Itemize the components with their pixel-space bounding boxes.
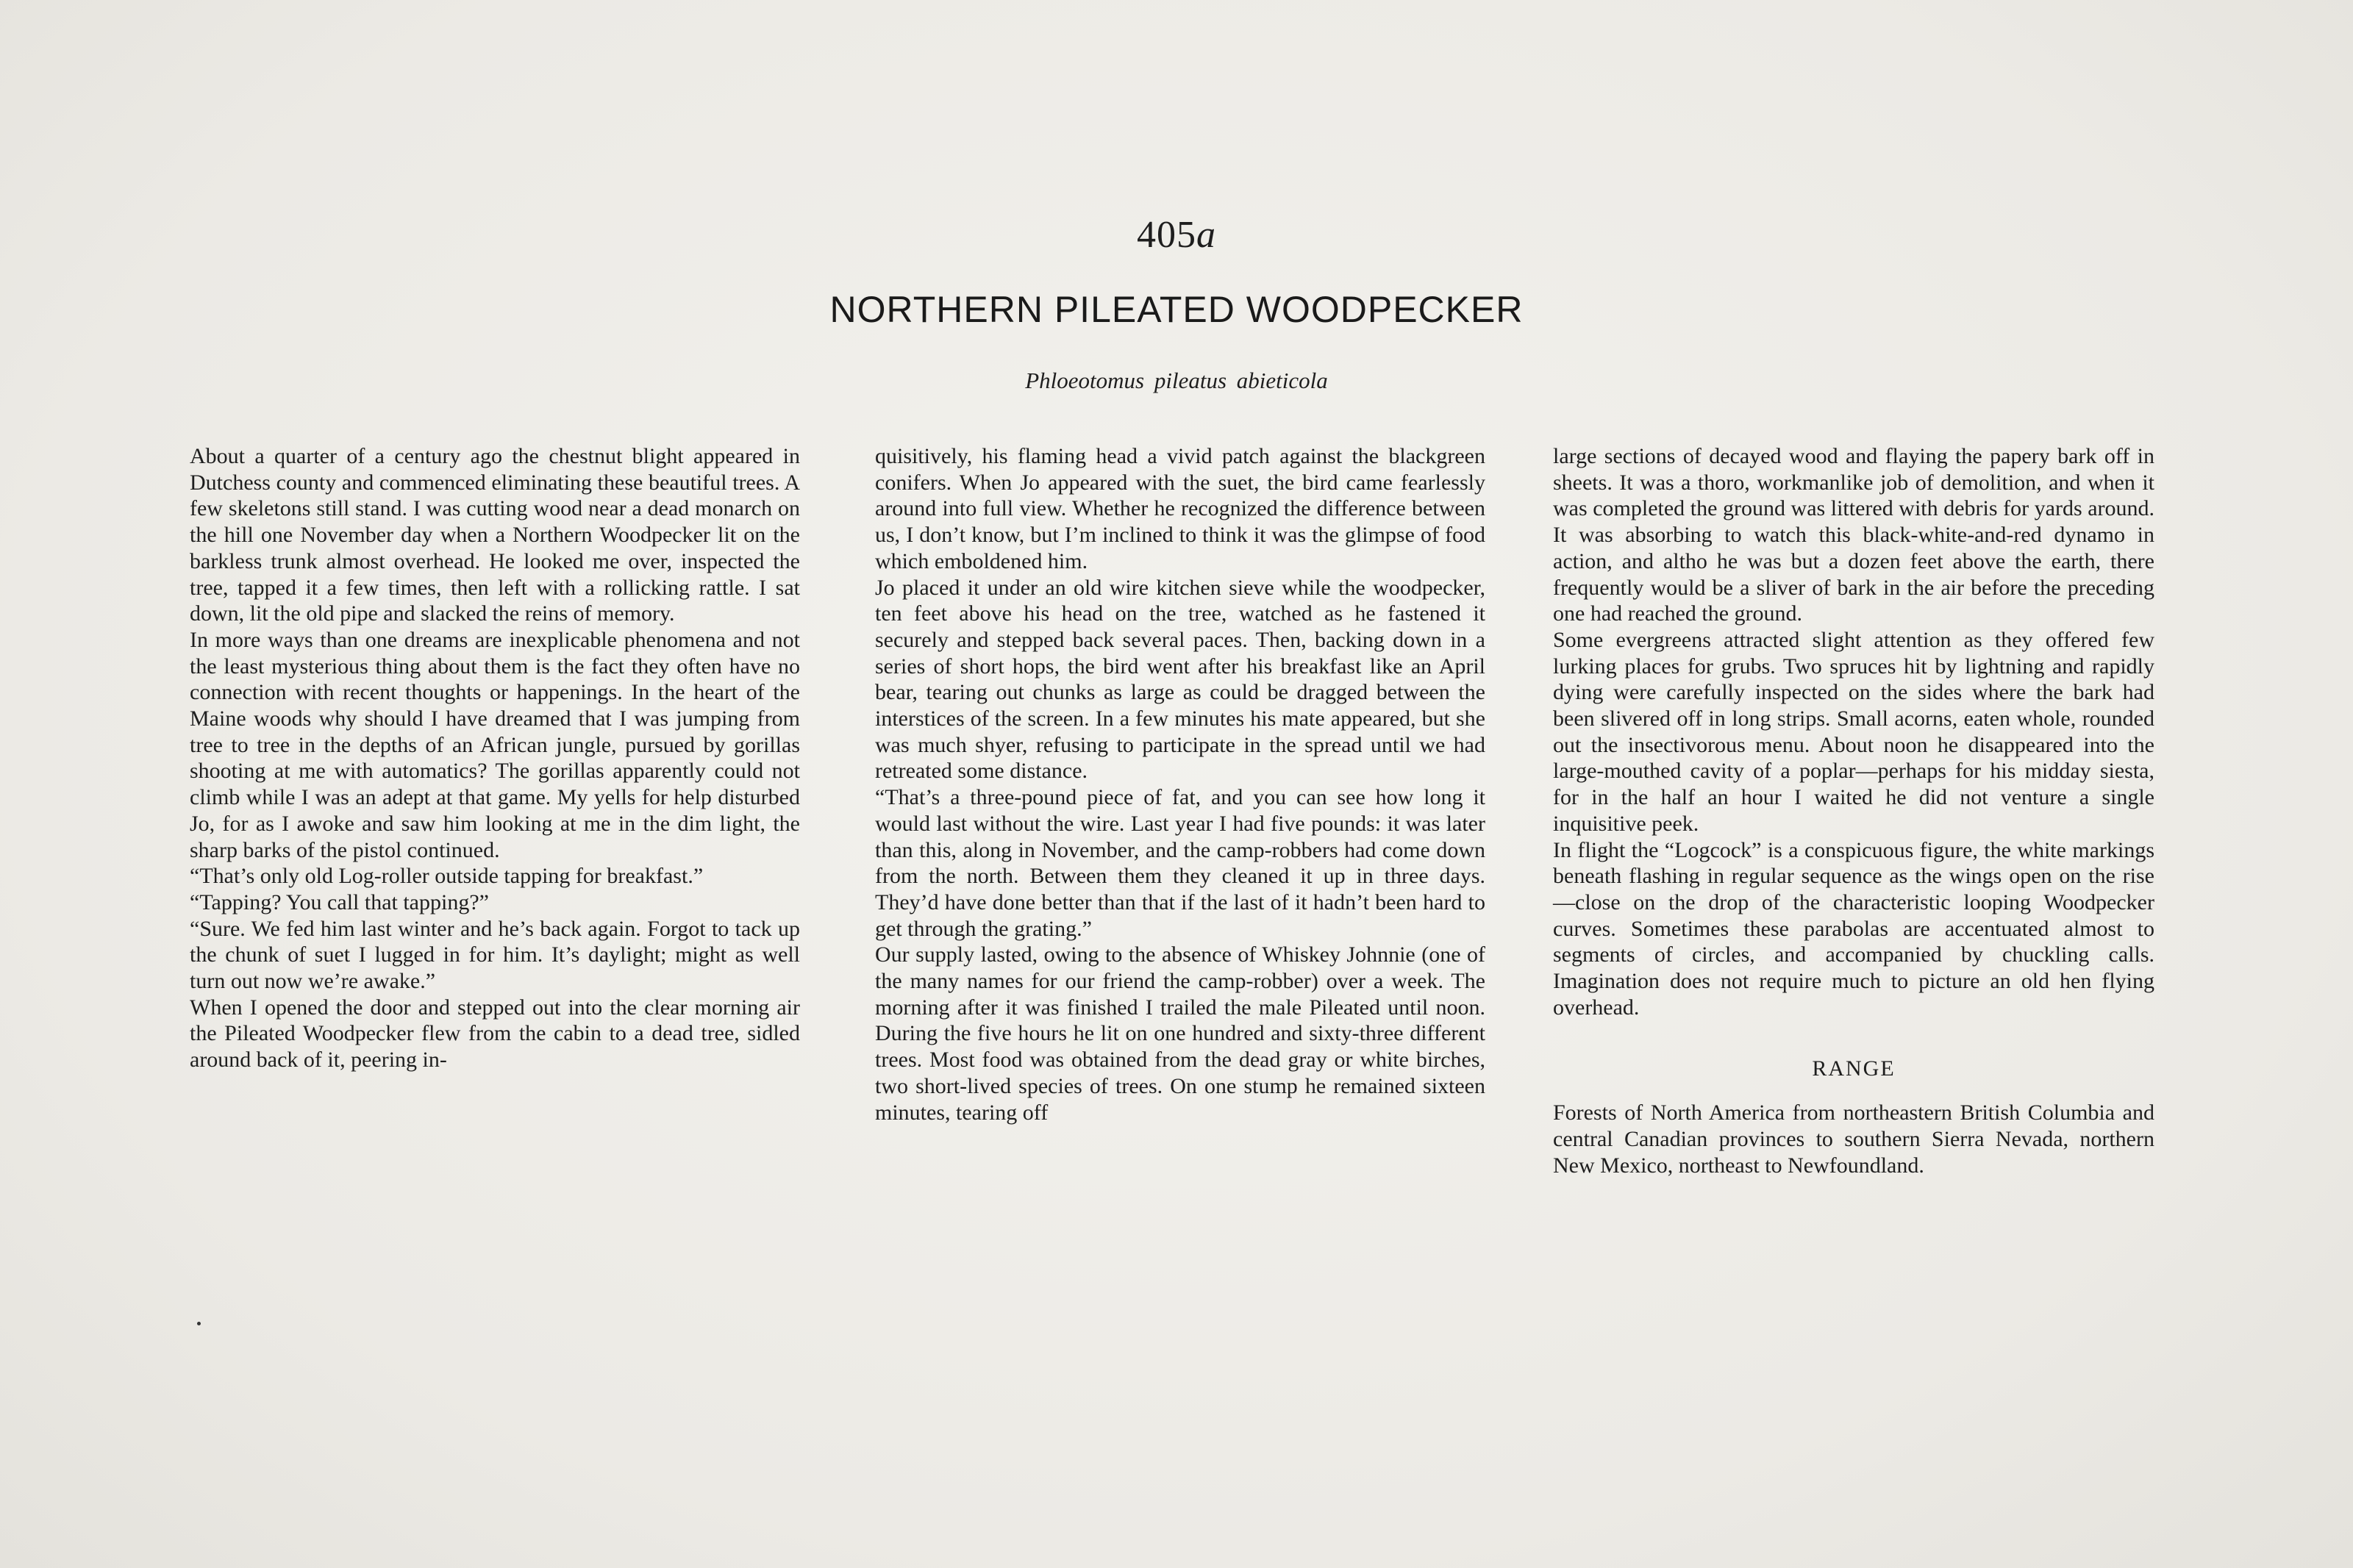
page-title: NORTHERN PILEATED WOODPECKER (829, 289, 1524, 330)
text-column-2 (875, 443, 1485, 1125)
paragraph: large sections of decayed wood and flaying the papery bark off in sheets. It was a thoro, workmanlike job of demolition, and when it was completed the ground was littered with debris for yards around. It was absorbing to watch this black-white-and-red dynamo in action, and altho he was but a dozen feet above the earth, there frequently would be a sliver of bark in the air before the preceding one had reached the ground. (1553, 444, 2154, 626)
paragraph: “Sure. We fed him last winter and he’s back again. Forgot to tack up the chunk of suet I lugged in for him. It’s daylight; might as well turn out now we’re awake.” (190, 916, 800, 994)
plate-number (0, 213, 2353, 257)
text-column-3 (1553, 443, 2154, 1178)
text-column-1 (190, 443, 800, 1073)
range-text: Forests of North America from northeastern British Columbia and central Canadian provinces to southern Sierra Nevada, northern New Mexico, northeast to Newfoundland. (1553, 1100, 2154, 1178)
paragraph: In more ways than one dreams are inexplicable phenomena and not the least mysterious thing about them is the fact they often have no connection with recent thoughts or happenings. In the heart of the Maine woods why should I have dreamed that I was jumping from tree to tree in the depths of an African jungle, pursued by gorillas shooting at me with automatics? The gorillas apparently could not climb while I was an adept at that game. My yells for help disturbed Jo, for as I awoke and saw him looking at me in the dim light, the sharp barks of the pistol continued. (190, 627, 800, 862)
paragraph: About a quarter of a century ago the chestnut blight appeared in Dutchess county and commenced eliminating these beautiful trees. A few skeletons still stand. I was cutting wood near a dead monarch on the hill one November day when a Northern Woodpecker lit on the barkless trunk almost overhead. He looked me over, inspected the tree, tapped it a few times, then left with a rollicking rattle. I sat down, lit the old pipe and slacked the reins of memory. (190, 444, 800, 626)
paragraph: Jo placed it under an old wire kitchen sieve while the woodpecker, ten feet above his head on the tree, watched as he fastened it securely and stepped back several paces. Then, backing down in a series of short hops, the bird went after his breakfast like an April bear, tearing out chunks as large as could be dragged between the interstices of the screen. In a few minutes his mate appeared, but she was much shyer, refusing to participate in the spread until we had retreated some distance. (875, 575, 1485, 784)
range-heading: RANGE (1812, 1056, 1896, 1081)
plate-number-suffix: a (1196, 214, 1216, 256)
paragraph: When I opened the door and stepped out into the clear morning air the Pileated Woodpecker flew from the cabin to a dead tree, sidled around back of it, peering in- (190, 995, 800, 1073)
plate-number-digits: 405 (1137, 214, 1196, 256)
paragraph: “That’s a three-pound piece of fat, and you can see how long it would last without the wire. Last year I had five pounds: it was later than this, along in November, and the camp-robbers had come down from the north. Between them they cleaned it up in three days. They’d have done better than that if the last of it hadn’t been hard to get through the grating.” (875, 785, 1485, 941)
paragraph: Some evergreens attracted slight attention as they offered few lurking places for grubs. Two spruces hit by lightning and rapidly dying were carefully inspected on the sides where the bark had been slivered off in long strips. Small acorns, eaten whole, rounded out the insectivorous menu. About noon he disappeared into the large-mouthed cavity of a poplar—perhaps for his midday siesta, for in the half an hour I waited he did not venture a single inquisitive peek. (1553, 627, 2154, 836)
paragraph: Our supply lasted, owing to the absence of Whiskey Johnnie (one of the many names for our friend the camp-robber) over a week. The morning after it was finished I trailed the male Pileated until noon. During the five hours he lit on one hundred and sixty-three different trees. Most food was obtained from the dead gray or white birches, two short-lived species of trees. On one stump he remained sixteen minutes, tearing off (875, 942, 1485, 1125)
paragraph: “Tapping? You call that tapping?” (190, 889, 489, 914)
paragraph: “That’s only old Log-roller outside tapping for breakfast.” (190, 864, 704, 889)
scientific-name: Phloeotomus pileatus abieticola (1025, 368, 1328, 393)
ink-speck (197, 1322, 201, 1325)
paragraph: quisitively, his flaming head a vivid patch against the blackgreen conifers. When Jo appeared with the suet, the bird came fearlessly around into full view. Whether he recognized the difference between us, I don’t know, but I’m inclined to think it was the glimpse of food which emboldened him. (875, 444, 1485, 573)
paragraph: In flight the “Logcock” is a conspicuous figure, the white markings beneath flashing in regular sequence as the wings open on the rise—close on the drop of the characteristic looping Woodpecker curves. Sometimes these parabolas are accentuated almost to segments of circles, and accompanied by chuckling calls. Imagination does not require much to picture an old hen flying overhead. (1553, 837, 2154, 1020)
